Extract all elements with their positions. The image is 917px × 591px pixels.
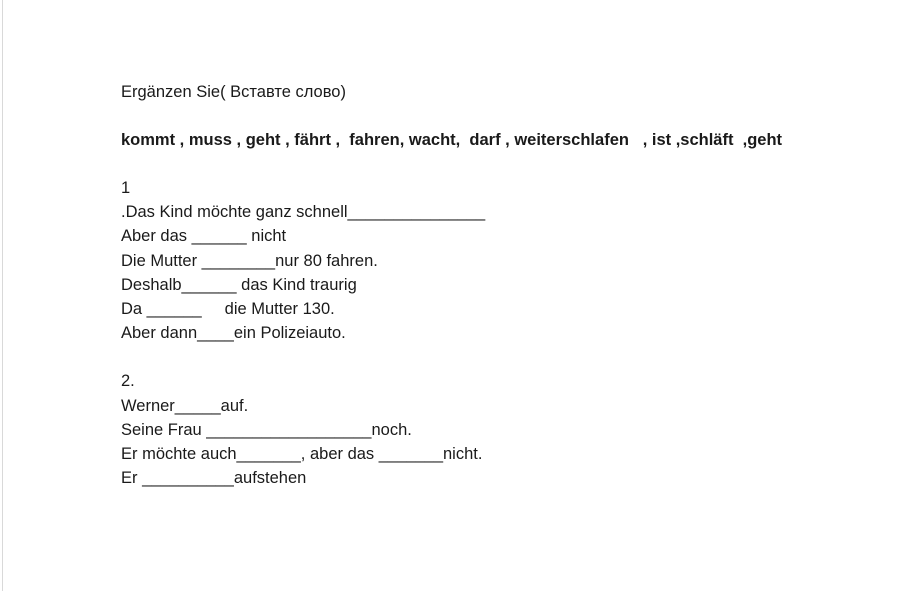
word-bank: kommt , muss , geht , fährt , fahren, wacht, darf , weiterschlafen , ist ,schläft ,geht [121, 131, 783, 149]
exercise-line: .Das Kind möchte ganz schnell_______________ [121, 203, 486, 222]
exercise-line: Aber dann____ein Polizeiauto. [121, 324, 346, 343]
exercise-line: Seine Frau __________________noch. [121, 420, 412, 439]
exercise-number: 2. [121, 372, 135, 391]
exercise-line: Er möchte auch_______, aber das _______nicht. [121, 444, 483, 463]
exercise-number: 1 [121, 179, 131, 197]
exercise-line: Die Mutter ________nur 80 fahren. [121, 251, 378, 270]
exercise-line: Er __________aufstehen [121, 469, 307, 488]
exercise-line: Deshalb______ das Kind traurig [121, 275, 357, 294]
exercise-line: Aber das ______ nicht [121, 227, 287, 246]
exercise-line: Werner_____auf. [121, 396, 249, 415]
exercise-line: Da ______ die Mutter 130. [121, 299, 335, 318]
exercise-1 [121, 176, 901, 345]
worksheet [121, 80, 901, 490]
worksheet-title: Ergänzen Sie( Вставте слово) [121, 83, 346, 101]
page-edge [2, 0, 3, 591]
exercise-2 [121, 369, 901, 490]
